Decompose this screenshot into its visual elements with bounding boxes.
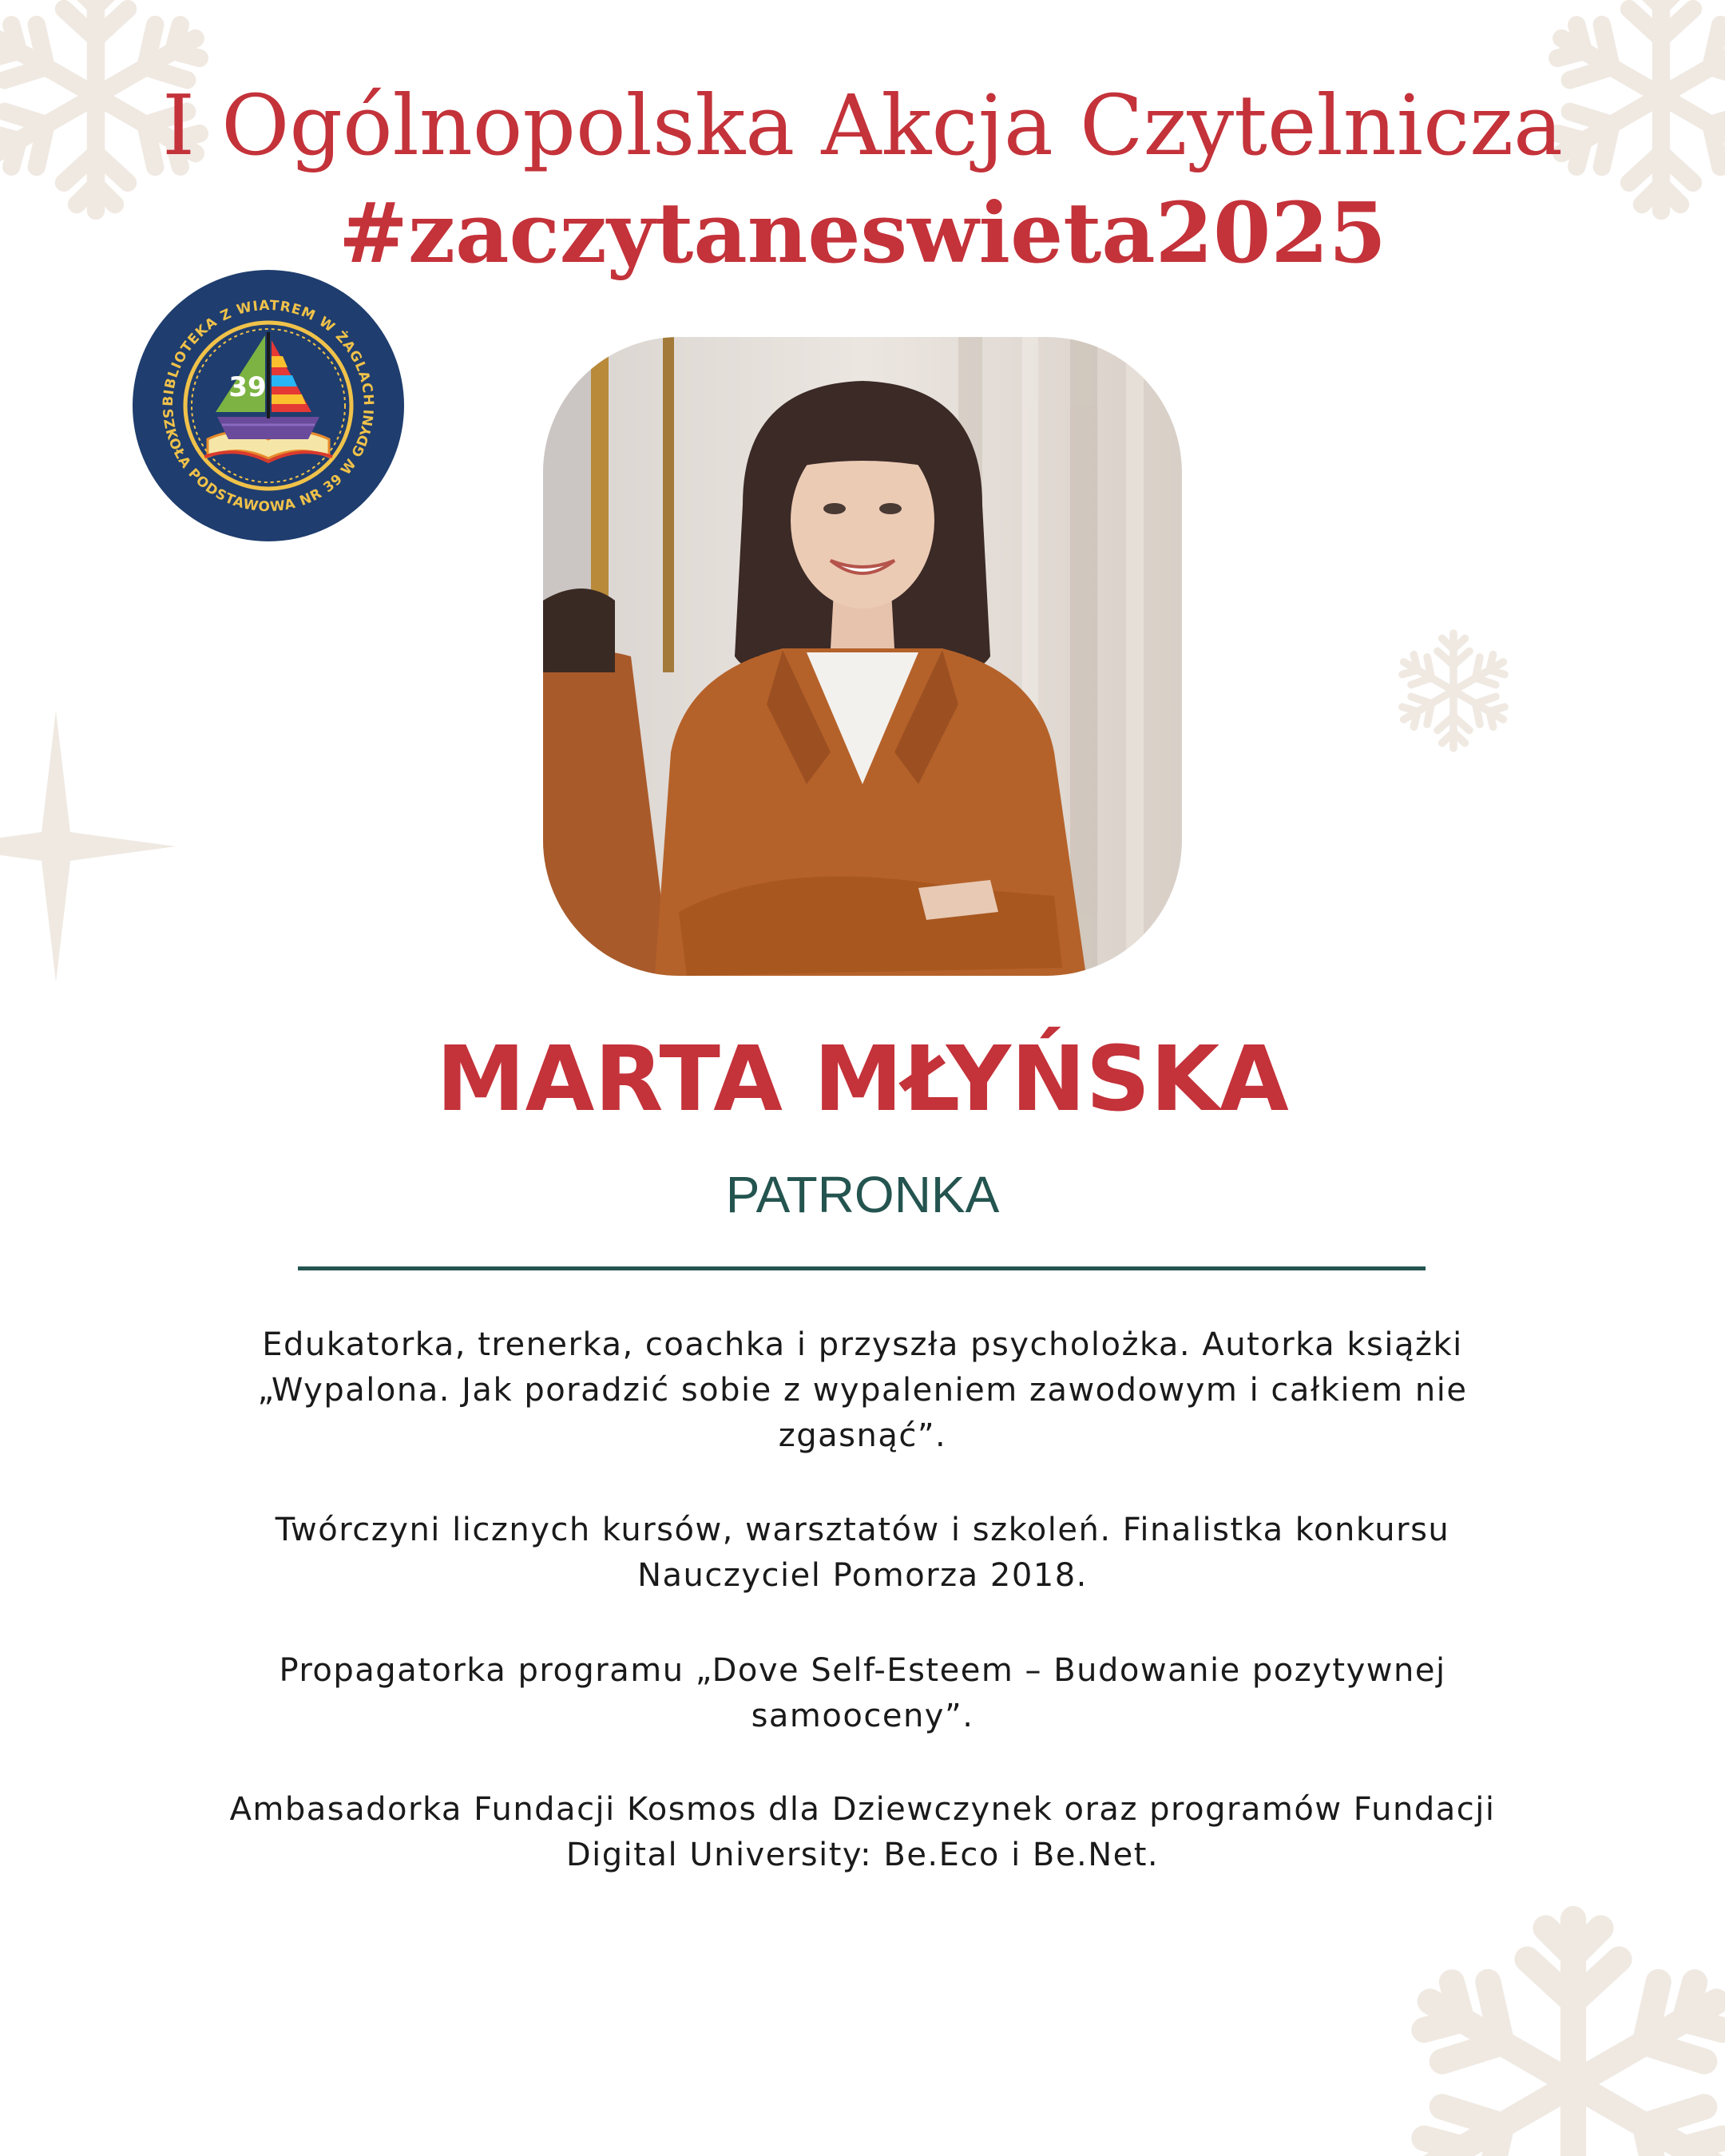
- divider: [298, 1266, 1426, 1270]
- bio-paragraph-3: [144, 1648, 1581, 1739]
- logo-ring-text-bottom: SZKOŁA PODSTAWOWA NR 39 W GDYNI: [158, 408, 378, 516]
- patron-name: MARTA MŁYŃSKA: [436, 1028, 1289, 1132]
- bio-line: samooceny”.: [751, 1698, 974, 1734]
- event-title: I Ogólnopolska Akcja Czytelnicza: [161, 77, 1564, 174]
- bio-line: Ambasadorka Fundacji Kosmos dla Dziewczynek oraz programów Fundacji: [229, 1791, 1496, 1828]
- snowflake-icon: [1390, 627, 1517, 755]
- school-library-logo: [131, 268, 406, 543]
- patron-role: PATRONKA: [725, 1166, 1000, 1223]
- bio-paragraph-1: [144, 1322, 1581, 1459]
- logo-ring-text-top: BIBLIOTEKA Z WIATREM W ŻAGLACH: [160, 297, 377, 407]
- event-hashtag: #zaczytaneswieta2025: [338, 184, 1387, 282]
- bio-line: Twórczyni licznych kursów, warsztatów i szkoleń. Finalistka konkursu: [275, 1512, 1450, 1548]
- bio-paragraph-4: [144, 1787, 1581, 1878]
- star-icon: [0, 711, 176, 982]
- bio-line: Propagatorka programu „Dove Self-Esteem – Budowanie pozytywnej: [279, 1652, 1446, 1689]
- bio-line: „Wypalona. Jak poradzić sobie z wypaleniem zawodowym i całkiem nie: [257, 1372, 1468, 1409]
- logo-number: 39: [228, 371, 267, 403]
- snowflake-icon: [1390, 1900, 1725, 2156]
- bio-paragraph-2: [144, 1508, 1581, 1599]
- bio-line: Digital University: Be.Eco i Be.Net.: [565, 1837, 1160, 1873]
- portrait-photo: [543, 337, 1182, 976]
- bio-line: Edukatorka, trenerka, coachka i przyszła psycholożka. Autorka książki: [262, 1326, 1463, 1363]
- bio-line: zgasnąć”.: [778, 1417, 947, 1454]
- bio-line: Nauczyciel Pomorza 2018.: [637, 1557, 1088, 1594]
